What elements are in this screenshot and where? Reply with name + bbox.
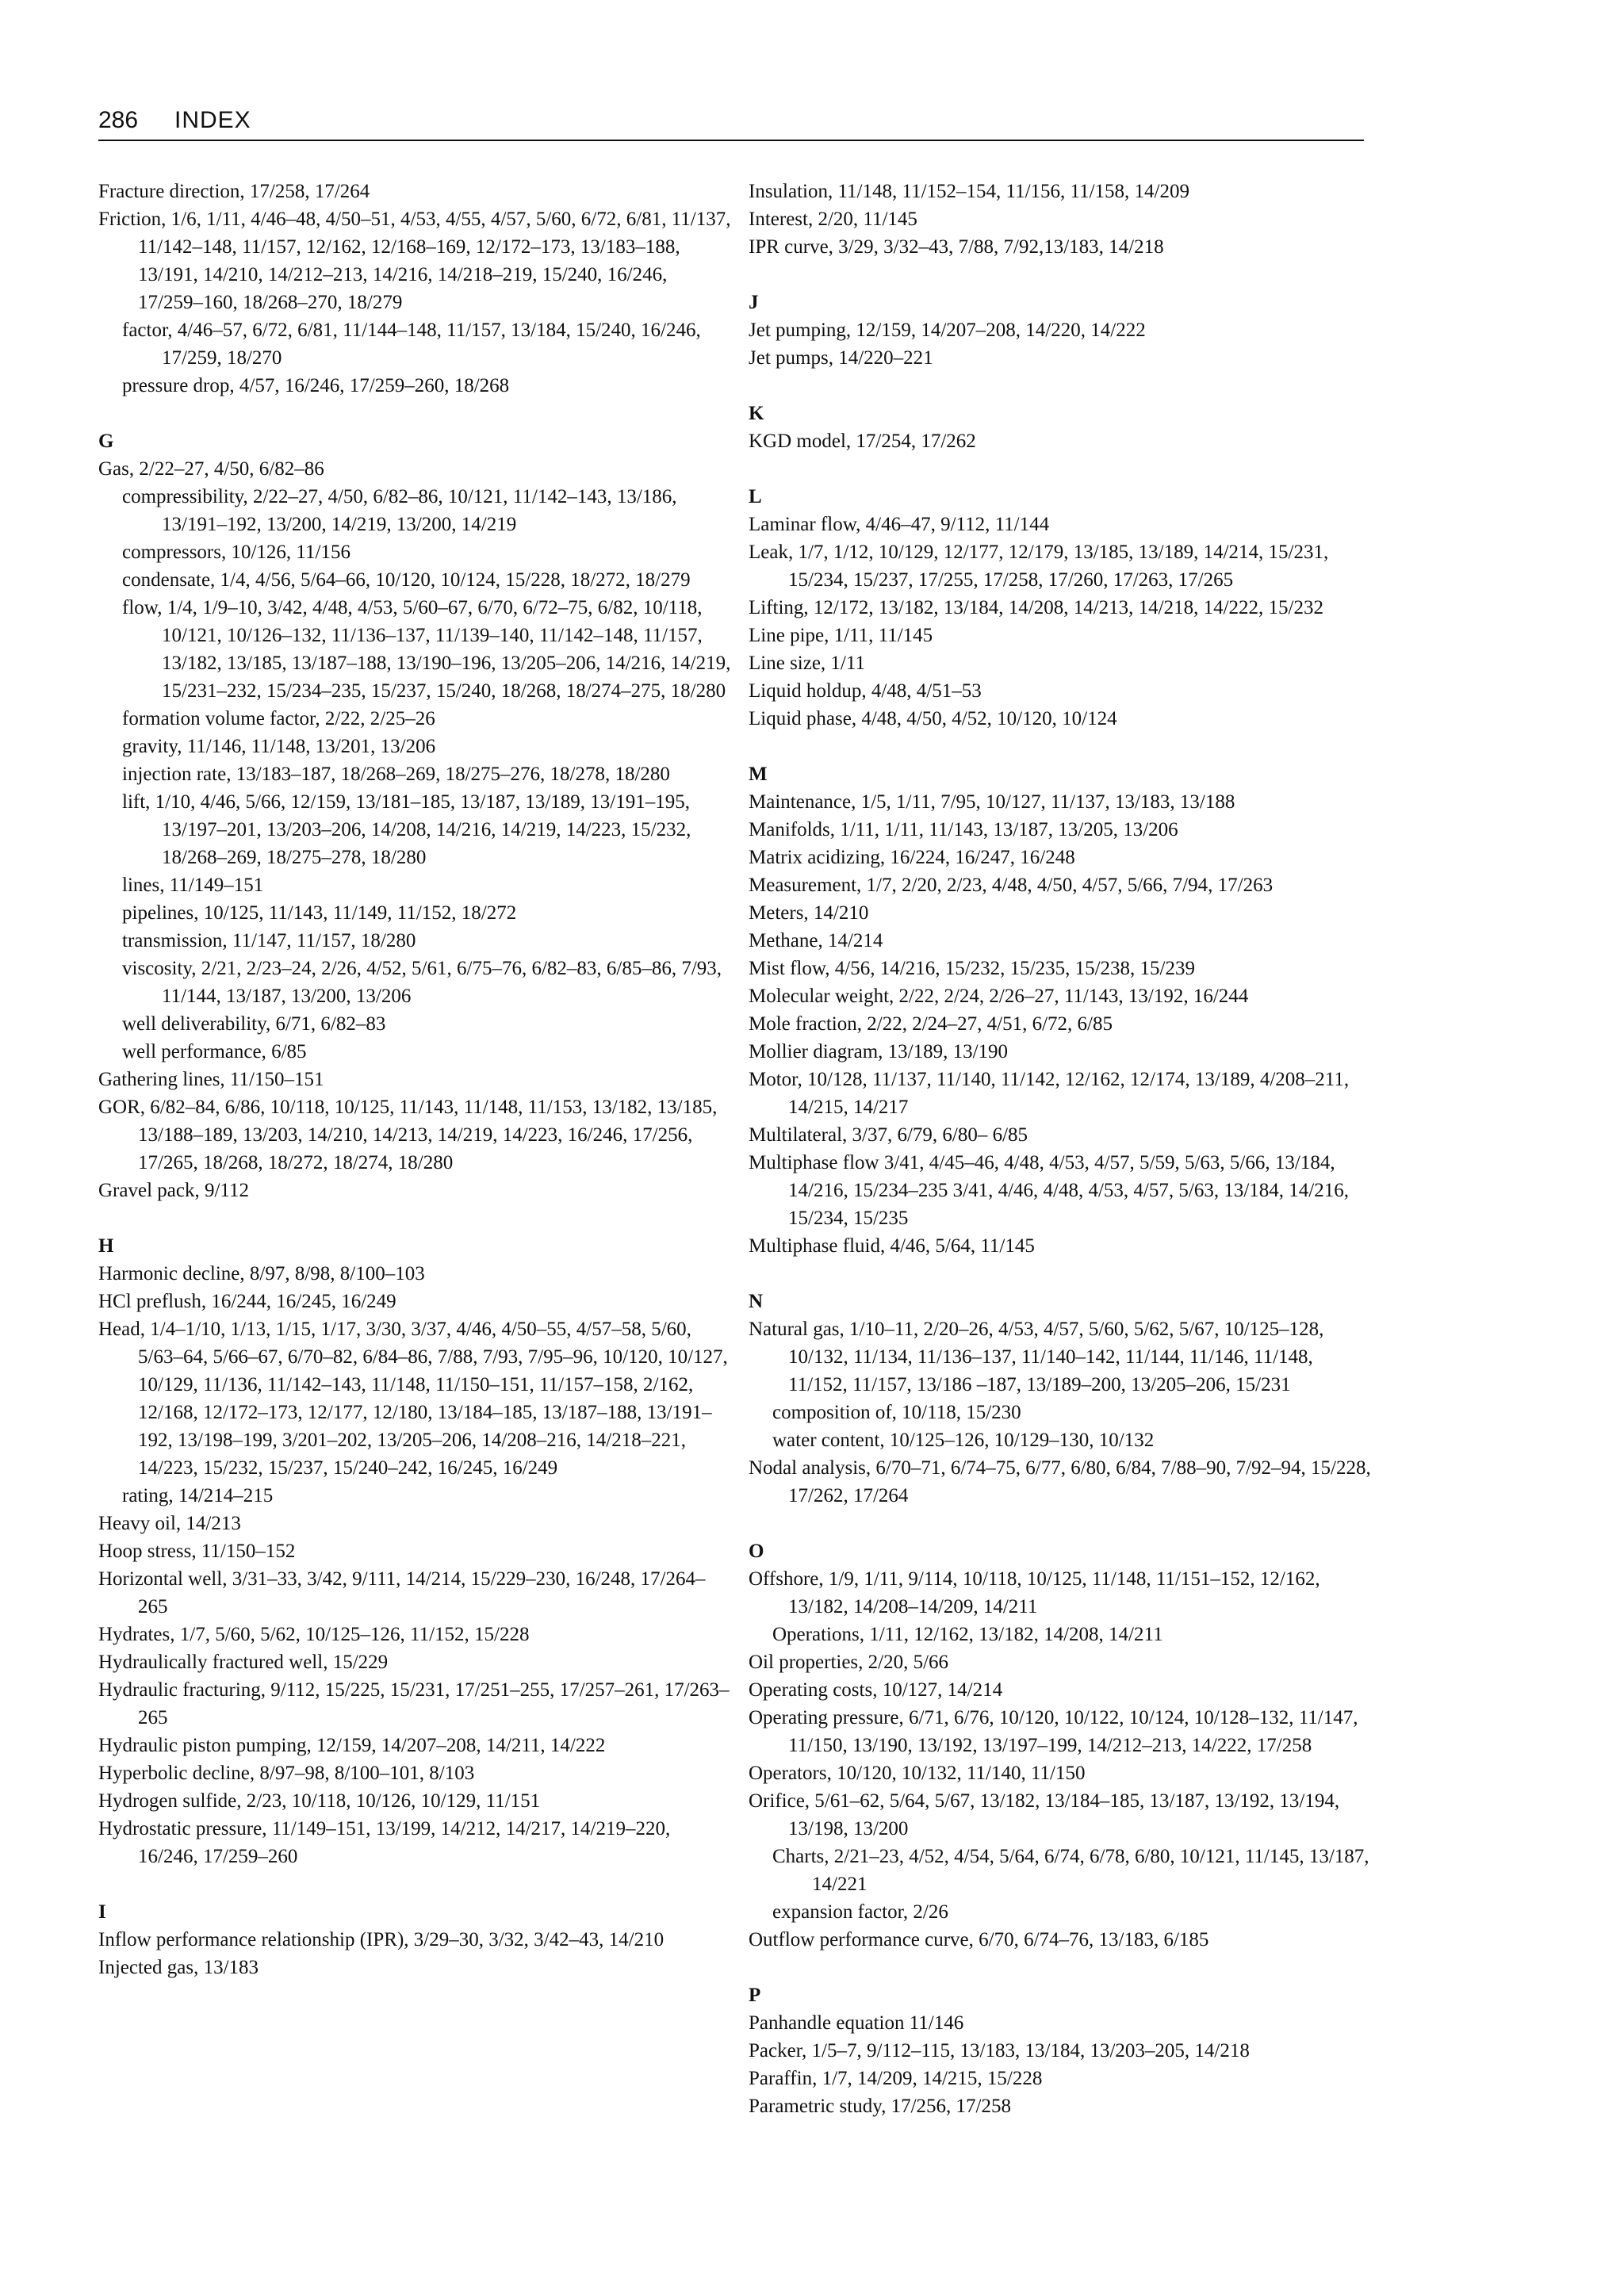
index-entry: Gravel pack, 9/112 [98,1180,249,1201]
index-entry: Orifice, 5/61–62, 5/64, 5/67, 13/182, 13/184–185, 13/187, 13/192, 13/194, 13/198, 13/200 [749,1790,1340,1839]
index-entry: Fracture direction, 17/258, 17/264 [98,181,370,202]
index-entry: Multilateral, 3/37, 6/79, 6/80– 6/85 [749,1124,1028,1146]
running-title: INDEX [174,107,251,133]
index-entry: Measurement, 1/7, 2/20, 2/23, 4/48, 4/50, 4/57, 5/66, 7/94, 17/263 [749,875,1274,896]
index-entry: Gas, 2/22–27, 4/50, 6/82–86 [98,458,324,480]
index-entry: Hydraulically fractured well, 15/229 [98,1652,389,1673]
index-entry: Harmonic decline, 8/97, 8/98, 8/100–103 [98,1263,425,1284]
index-entry: Natural gas, 1/10–11, 2/20–26, 4/53, 4/57, 5/60, 5/62, 5/67, 10/125–128, 10/132, 11/134, 11/136–137, 11/140–142, 11/144, 11/146, 11/148, 11/152, 11/157, 13/186 –187, 13/189–200, 13/205–206, 15/231 [749,1319,1324,1395]
page-header [98,101,1364,141]
index-entry: Oil properties, 2/20, 5/66 [749,1652,949,1673]
index-entry: Nodal analysis, 6/70–71, 6/74–75, 6/77, 6/80, 6/84, 7/88–90, 7/92–94, 15/228, 17/262, 17/264 [749,1457,1371,1506]
index-entry: Molecular weight, 2/22, 2/24, 2/26–27, 11/143, 13/192, 16/244 [749,986,1249,1007]
index-letter-heading: G [98,431,114,452]
index-subentry: Charts, 2/21–23, 4/52, 4/54, 5/64, 6/74, 6/78, 6/80, 10/121, 11/145, 13/187, 14/221 [772,1846,1369,1895]
index-subentry: factor, 4/46–57, 6/72, 6/81, 11/144–148, 11/157, 13/184, 15/240, 16/246, 17/259, 18/270 [122,320,701,369]
index-entry: Mole fraction, 2/22, 2/24–27, 4/51, 6/72, 6/85 [749,1013,1113,1035]
index-column-right [749,178,1375,2120]
index-entry: Gathering lines, 11/150–151 [98,1069,324,1090]
index-entry: Jet pumping, 12/159, 14/207–208, 14/220, 14/222 [749,320,1146,341]
index-entry: Head, 1/4–1/10, 1/13, 1/15, 1/17, 3/30, 3/37, 4/46, 4/50–55, 4/57–58, 5/60, 5/63–64, 5/66–67, 6/70–82, 6/84–86, 7/88, 7/93, 7/95–96, 10/120, 10/127, 10/129, 11/136, 11/142–143, 11/148, 11/150–151, 11/157–158, 2/162, 12/168, 12/172–173, 12/177, 12/180, 13/184–185, 13/187–188, 13/191–192, 13/198–199, 3/201–202, 13/205–206, 14/208–216, 14/218–221, 14/223, 15/232, 15/237, 15/240–242, 16/245, 16/249 [98,1319,728,1479]
index-subentry: pressure drop, 4/57, 16/246, 17/259–260, 18/268 [122,375,510,396]
index-entry: Packer, 1/5–7, 9/112–115, 13/183, 13/184, 13/203–205, 14/218 [749,2040,1250,2061]
index-entry: Inflow performance relationship (IPR), 3/29–30, 3/32, 3/42–43, 14/210 [98,1929,665,1950]
index-entry: Liquid phase, 4/48, 4/50, 4/52, 10/120, 10/124 [749,708,1117,729]
index-entry: Meters, 14/210 [749,902,869,924]
index-entry: IPR curve, 3/29, 3/32–43, 7/88, 7/92,13/183, 14/218 [749,236,1164,258]
index-entry: Parametric study, 17/256, 17/258 [749,2096,1011,2117]
index-entry: Laminar flow, 4/46–47, 9/112, 11/144 [749,514,1050,535]
index-subentry: composition of, 10/118, 15/230 [772,1402,1021,1423]
index-letter-heading: J [749,292,759,313]
index-entry: Hoop stress, 11/150–152 [98,1541,296,1562]
index-subentry: condensate, 1/4, 4/56, 5/64–66, 10/120, 10/124, 15/228, 18/272, 18/279 [122,569,691,591]
index-letter-heading: M [749,764,768,785]
index-subentry: rating, 14/214–215 [122,1485,274,1506]
index-entry: Hyperbolic decline, 8/97–98, 8/100–101, 8/103 [98,1763,475,1784]
index-entry: Operating pressure, 6/71, 6/76, 10/120, 10/122, 10/124, 10/128–132, 11/147, 11/150, 13/190, 13/192, 13/197–199, 14/212–213, 14/222, 17/258 [749,1707,1358,1756]
index-entry: KGD model, 17/254, 17/262 [749,431,976,452]
index-subentry: lift, 1/10, 4/46, 5/66, 12/159, 13/181–185, 13/187, 13/189, 13/191–195, 13/197–201, 13/203–206, 14/208, 14/216, 14/219, 14/223, 15/232, 18/268–269, 18/275–278, 18/280 [122,791,691,868]
index-subentry: lines, 11/149–151 [122,875,264,896]
index-entry: Methane, 14/214 [749,930,883,951]
index-column-left [98,178,733,1981]
index-entry: Hydraulic fracturing, 9/112, 15/225, 15/231, 17/251–255, 17/257–261, 17/263–265 [98,1679,730,1728]
index-entry: Interest, 2/20, 11/145 [749,209,917,230]
index-subentry: formation volume factor, 2/22, 2/25–26 [122,708,435,729]
index-subentry: injection rate, 13/183–187, 18/268–269, 18/275–276, 18/278, 18/280 [122,764,670,785]
index-entry: Injected gas, 13/183 [98,1957,259,1978]
index-entry: Multiphase flow 3/41, 4/45–46, 4/48, 4/53, 4/57, 5/59, 5/63, 5/66, 13/184, 14/216, 15/234–235 3/41, 4/46, 4/48, 4/53, 4/57, 5/63, 13/184, 14/216, 15/234, 15/235 [749,1152,1349,1229]
index-letter-heading: N [749,1291,764,1312]
index-entry: Insulation, 11/148, 11/152–154, 11/156, 11/158, 14/209 [749,181,1190,202]
index-entry: Paraffin, 1/7, 14/209, 14/215, 15/228 [749,2068,1043,2089]
index-subentry: flow, 1/4, 1/9–10, 3/42, 4/48, 4/53, 5/60–67, 6/70, 6/72–75, 6/82, 10/118, 10/121, 10/126–132, 11/136–137, 11/139–140, 11/142–148, 11/157, 13/182, 13/185, 13/187–188, 13/190–196, 13/205–206, 14/216, 14/219, 15/231–232, 15/234–235, 15/237, 15/240, 18/268, 18/274–275, 18/280 [122,597,731,702]
index-subentry: viscosity, 2/21, 2/23–24, 2/26, 4/52, 5/61, 6/75–76, 6/82–83, 6/85–86, 7/93, 11/144, 13/187, 13/200, 13/206 [122,958,722,1007]
index-entry: Leak, 1/7, 1/12, 10/129, 12/177, 12/179, 13/185, 13/189, 14/214, 15/231, 15/234, 15/237, 17/255, 17/258, 17/260, 17/263, 17/265 [749,542,1329,591]
index-subentry: Operations, 1/11, 12/162, 13/182, 14/208, 14/211 [772,1624,1163,1645]
index-entry: Matrix acidizing, 16/224, 16/247, 16/248 [749,847,1075,868]
page-number: 286 [98,107,139,133]
index-subentry: pipelines, 10/125, 11/143, 11/149, 11/152, 18/272 [122,902,517,924]
index-entry: Manifolds, 1/11, 1/11, 11/143, 13/187, 13/205, 13/206 [749,819,1178,840]
index-entry: Line size, 1/11 [749,653,865,674]
index-entry: Panhandle equation 11/146 [749,2012,964,2034]
index-entry: Friction, 1/6, 1/11, 4/46–48, 4/50–51, 4/53, 4/55, 4/57, 5/60, 6/72, 6/81, 11/137, 11/142–148, 11/157, 12/162, 12/168–169, 12/172–173, 13/183–188, 13/191, 14/210, 14/212–213, 14/216, 14/218–219, 15/240, 16/246, 17/259–160, 18/268–270, 18/279 [98,209,731,313]
index-entry: Operators, 10/120, 10/132, 11/140, 11/150 [749,1763,1086,1784]
index-letter-heading: P [749,1985,761,2006]
index-entry: Motor, 10/128, 11/137, 11/140, 11/142, 12/162, 12/174, 13/189, 4/208–211, 14/215, 14/217 [749,1069,1350,1118]
index-subentry: gravity, 11/146, 11/148, 13/201, 13/206 [122,736,436,757]
index-entry: Hydrostatic pressure, 11/149–151, 13/199, 14/212, 14/217, 14/219–220, 16/246, 17/259–260 [98,1818,671,1867]
index-subentry: well performance, 6/85 [122,1041,307,1062]
index-entry: Hydraulic piston pumping, 12/159, 14/207–208, 14/211, 14/222 [98,1735,606,1756]
index-subentry: compressors, 10/126, 11/156 [122,542,350,563]
index-subentry: compressibility, 2/22–27, 4/50, 6/82–86, 10/121, 11/142–143, 13/186, 13/191–192, 13/200, 14/219, 13/200, 14/219 [122,486,677,535]
index-entry: Lifting, 12/172, 13/182, 13/184, 14/208, 14/213, 14/218, 14/222, 15/232 [749,597,1323,618]
index-entry: Maintenance, 1/5, 1/11, 7/95, 10/127, 11/137, 13/183, 13/188 [749,791,1235,813]
index-subentry: transmission, 11/147, 11/157, 18/280 [122,930,416,951]
index-entry: Mollier diagram, 13/189, 13/190 [749,1041,1009,1062]
index-entry: Horizontal well, 3/31–33, 3/42, 9/111, 14/214, 15/229–230, 16/248, 17/264–265 [98,1568,706,1617]
index-entry: HCl preflush, 16/244, 16/245, 16/249 [98,1291,396,1312]
index-entry: GOR, 6/82–84, 6/86, 10/118, 10/125, 11/143, 11/148, 11/153, 13/182, 13/185, 13/188–189, 13/203, 14/210, 14/213, 14/219, 14/223, 16/246, 17/256, 17/265, 18/268, 18/272, 18/274, 18/280 [98,1097,718,1173]
index-entry: Operating costs, 10/127, 14/214 [749,1679,1003,1701]
index-entry: Jet pumps, 14/220–221 [749,347,933,369]
index-entry: Multiphase fluid, 4/46, 5/64, 11/145 [749,1235,1035,1257]
index-entry: Mist flow, 4/56, 14/216, 15/232, 15/235, 15/238, 15/239 [749,958,1195,979]
index-subentry: expansion factor, 2/26 [772,1901,948,1923]
index-entry: Heavy oil, 14/213 [98,1513,241,1534]
index-entry: Line pipe, 1/11, 11/145 [749,625,933,646]
index-entry: Hydrogen sulfide, 2/23, 10/118, 10/126, 10/129, 11/151 [98,1790,541,1812]
index-letter-heading: L [749,486,762,507]
index-entry: Hydrates, 1/7, 5/60, 5/62, 10/125–126, 11/152, 15/228 [98,1624,530,1645]
index-subentry: water content, 10/125–126, 10/129–130, 10/132 [772,1430,1155,1451]
index-letter-heading: H [98,1235,114,1257]
index-entry: Outflow performance curve, 6/70, 6/74–76, 13/183, 6/185 [749,1929,1209,1950]
index-entry: Liquid holdup, 4/48, 4/51–53 [749,680,982,702]
index-entry: Offshore, 1/9, 1/11, 9/114, 10/118, 10/125, 11/148, 11/151–152, 12/162, 13/182, 14/208–14/209, 14/211 [749,1568,1320,1617]
index-letter-heading: I [98,1901,106,1923]
index-letter-heading: K [749,403,764,424]
index-subentry: well deliverability, 6/71, 6/82–83 [122,1013,386,1035]
index-letter-heading: O [749,1541,764,1562]
